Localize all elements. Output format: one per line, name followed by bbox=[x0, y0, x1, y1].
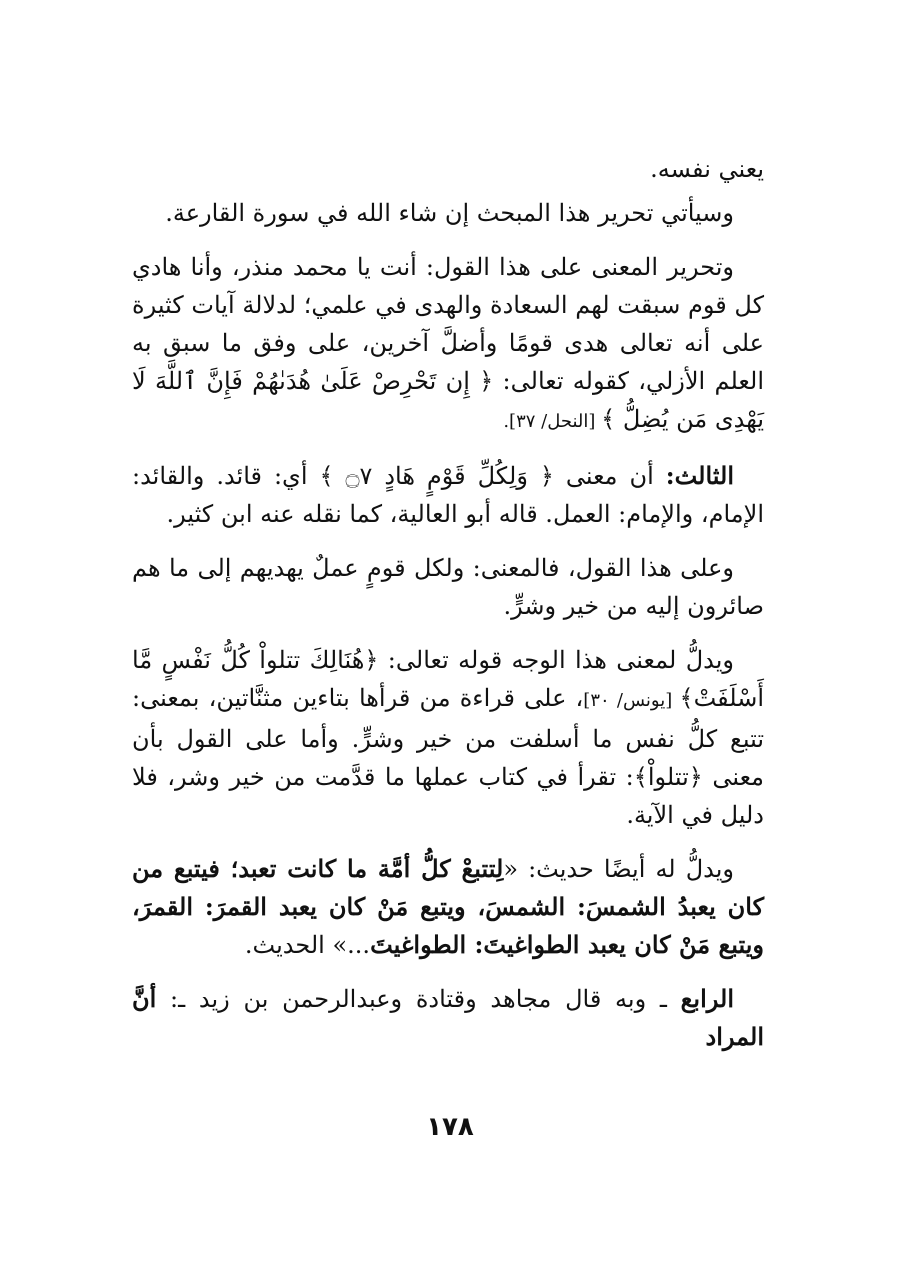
quran-verse-rad: ﴿ وَلِكُلِّ قَوْمٍ هَادٍ ۝٧ ﴾ bbox=[319, 462, 554, 490]
paragraph-7-text-b: ...» الحديث. bbox=[244, 931, 371, 959]
paragraph-4-text-b: أي: قائد. والقائد: الإمام، والإمام: العمل. قاله أبو العالية، كما نقله عنه ابن كثير. bbox=[132, 462, 764, 528]
paragraph-7 bbox=[132, 850, 764, 964]
paragraph-6-text-c: : تقرأ في كتاب عملها ما قدَّمت من خير وشر، فلا دليل في الآية. bbox=[132, 763, 764, 829]
paragraph-4 bbox=[132, 457, 764, 533]
paragraph-2 bbox=[132, 194, 764, 232]
paragraph-8-emphasis: أنَّ المراد bbox=[132, 984, 764, 1051]
paragraph-4-text-a: أن معنى bbox=[553, 462, 666, 490]
paragraph-8-text: ـ وبه قال مجاهد وقتادة وعبدالرحمن بن زيد ـ: bbox=[156, 985, 681, 1013]
verse-reference-yunus: [يونس/ ٣٠] bbox=[583, 690, 680, 711]
paragraph-5-text: وعلى هذا القول، فالمعنى: ولكل قومٍ عملٌ يهديهم إلى ما هم صائرون إليه من خير وشرٍّ. bbox=[132, 554, 764, 620]
section-heading-fourth: الرابع bbox=[680, 984, 734, 1013]
verse-reference-nahl: [النحل/ ٣٧]. bbox=[503, 411, 602, 432]
paragraph-3 bbox=[132, 248, 764, 441]
page-number: ١٧٨ bbox=[426, 1112, 474, 1142]
section-heading-third: الثالث: bbox=[665, 461, 734, 490]
paragraph-5 bbox=[132, 549, 764, 625]
paragraph-3-text: وتحرير المعنى على هذا القول: أنت يا محمد منذر، وأنا هادي كل قوم سبقت لهم السعادة والهدى في علمي؛ لدلالة آيات كثيرة على أنه تعالى هدى قومًا وأضلَّ آخرين، على وفق ما سبق به العلم الأزلي، كقوله تعالى: bbox=[132, 253, 764, 395]
quran-word-tatlu: ﴿تتلواْ﴾ bbox=[633, 763, 703, 791]
page-body bbox=[132, 150, 764, 1072]
hadith-quote: لِتتبعْ كلُّ أمَّة ما كانت تعبد؛ فيتبع من كان يعبدُ الشمسَ: الشمسَ، ويتبع مَنْ كان يعبد القمرَ: القمرَ، ويتبع مَنْ كان يعبد الطواغيتَ: الطواغيتَ bbox=[132, 854, 765, 959]
paragraph-1-text: يعني نفسه. bbox=[650, 155, 764, 183]
paragraph-6 bbox=[132, 641, 764, 834]
paragraph-1 bbox=[132, 150, 764, 188]
quran-verse-yunus: ﴿هُنَالِكَ تتلواْ كُلُّ نَفْسٍ مَّا أَسْلَفَتْ﴾ bbox=[132, 646, 765, 712]
paragraph-2-text: وسيأتي تحرير هذا المبحث إن شاء الله في سورة القارعة. bbox=[165, 199, 734, 227]
paragraph-8 bbox=[132, 980, 764, 1056]
paragraph-7-text-a: ويدلُّ له أيضًا حديث: « bbox=[503, 855, 734, 883]
quran-verse-nahl: ﴿ إِن تَحْرِصْ عَلَىٰ هُدَىٰهُمْ فَإِنَّ ٱللَّهَ لَا يَهْدِى مَن يُضِلُّ ﴾ bbox=[132, 367, 764, 433]
paragraph-6-text-b: ، على قراءة من قرأها بتاءين مثنَّاتين، بمعنى: تتبع كلُّ نفس ما أسلفت من خير وشرٍّ. وأما على القول بأن معنى bbox=[132, 684, 765, 791]
paragraph-6-text-a: ويدلُّ لمعنى هذا الوجه قوله تعالى: bbox=[378, 646, 734, 674]
